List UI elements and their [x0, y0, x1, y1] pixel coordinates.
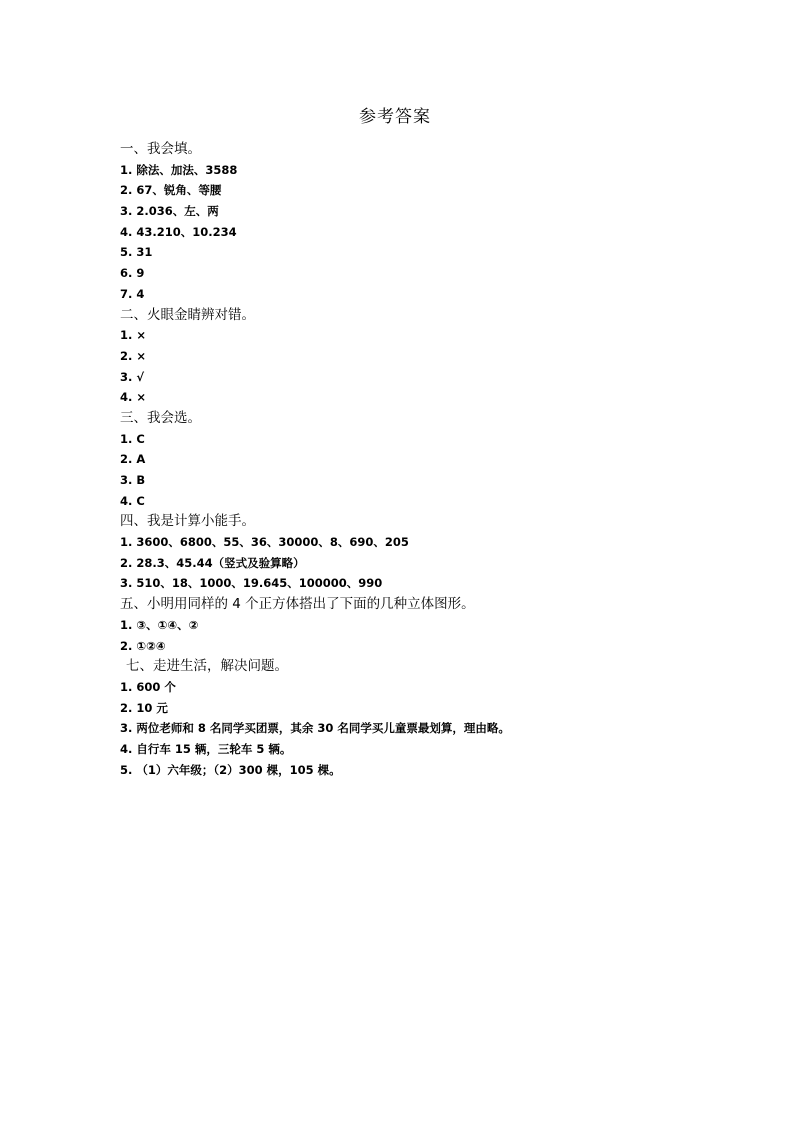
answer-item: 1. 600 个: [120, 679, 176, 694]
answer-item: 4. C: [120, 493, 145, 508]
answer-item: 3. 510、18、1000、19.645、100000、990: [120, 576, 383, 591]
section-heading-calculation: 四、我是计算小能手。: [120, 513, 255, 530]
answer-item: 2. ①②④: [120, 638, 166, 653]
answer-item: 1. 3600、6800、55、36、30000、8、690、205: [120, 535, 409, 550]
section-heading-word-problems: 七、走进生活，解决问题。: [126, 658, 288, 675]
answer-item: 2. 67、锐角、等腰: [120, 183, 222, 198]
section-heading-cubes: 五、小明用同样的 4 个正方体搭出了下面的几种立体图形。: [120, 596, 475, 613]
answers-content: [120, 139, 760, 780]
answer-item: 2. 10 元: [120, 700, 168, 715]
answer-item: 4. 自行车 15 辆，三轮车 5 辆。: [120, 741, 292, 756]
answer-item: 1. ③、①④、②: [120, 617, 199, 632]
answer-item: 1. ×: [120, 328, 147, 343]
answer-item: 5. 31: [120, 245, 153, 260]
answer-item: 1. 除法、加法、3588: [120, 162, 238, 177]
answer-item: 2. ×: [120, 348, 147, 363]
answer-item: 3. √: [120, 369, 145, 384]
answer-item: 3. B: [120, 473, 146, 487]
answer-item: 1. C: [120, 431, 145, 446]
section-heading-multiple-choice: 三、我会选。: [120, 409, 201, 426]
answer-item: 2. 28.3、45.44（竖式及验算略）: [120, 555, 305, 570]
section-heading-true-false: 二、火眼金睛辨对错。: [120, 306, 255, 323]
answer-item: 4. 43.210、10.234: [120, 224, 237, 239]
answer-item: 4. ×: [120, 390, 147, 405]
answer-item: 3. 两位老师和 8 名同学买团票，其余 30 名同学买儿童票最划算，理由略。: [120, 721, 510, 736]
answer-item: 2. A: [120, 452, 146, 467]
answer-item: 3. 2.036、左、两: [120, 204, 219, 219]
section-heading-fill-in: 一、我会填。: [120, 141, 201, 157]
page-title: 参考答案: [359, 107, 431, 127]
answer-item: 5. （1）六年级；（2）300 棵，105 棵。: [120, 762, 341, 777]
answer-item: 6. 9: [120, 266, 145, 281]
answer-item: 7. 4: [120, 286, 145, 301]
